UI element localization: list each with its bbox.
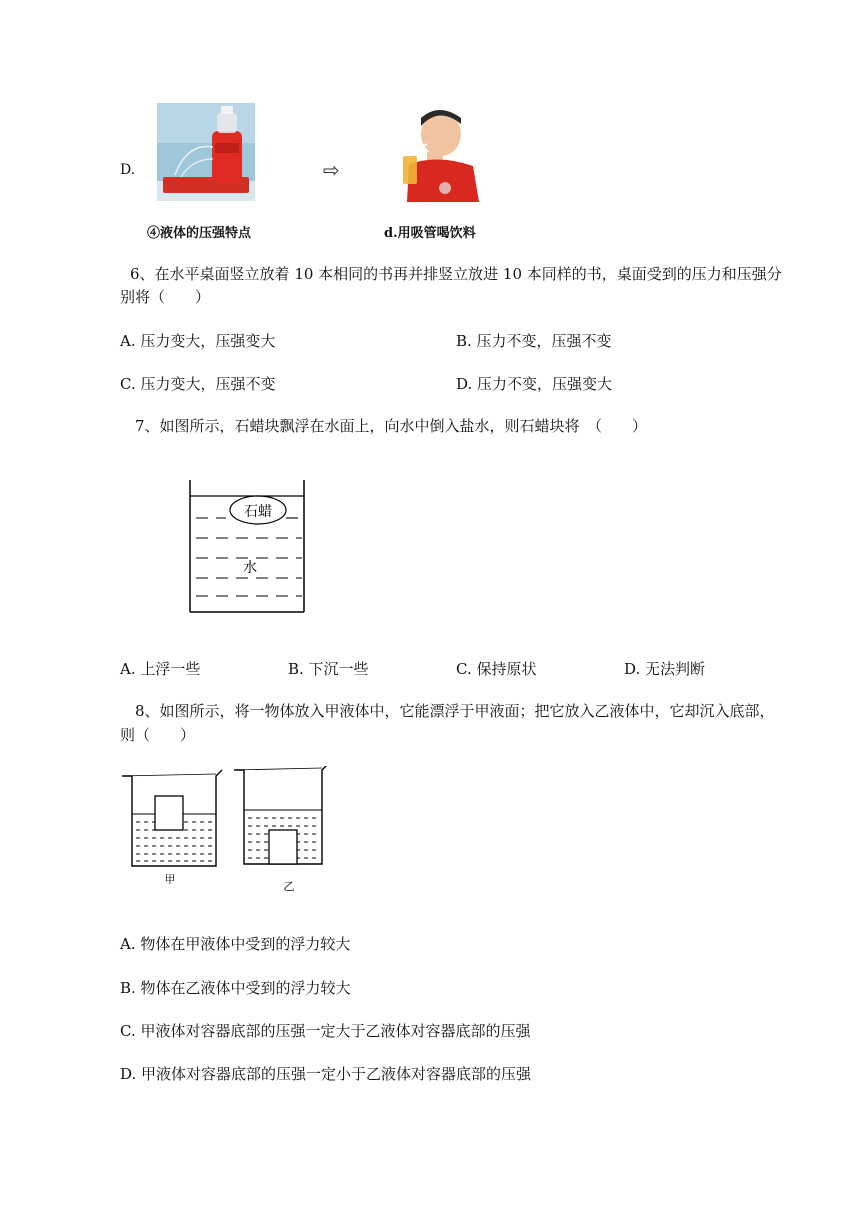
q6-option-b: B. 压力不变，压强不变 <box>456 332 612 350</box>
q8-stem-line1: 8、如图所示，将一物体放入甲液体中，它能漂浮于甲液面；把它放入乙液体中，它却沉入底部， <box>135 702 775 720</box>
q8-option-c: C. 甲液体对容器底部的压强一定大于乙液体对容器底部的压强 <box>120 1022 531 1040</box>
label-yi: 乙 <box>283 880 295 893</box>
q7-option-d: D. 无法判断 <box>624 660 706 678</box>
q6-option-d: D. 压力不变，压强变大 <box>456 375 613 393</box>
bottle-experiment-photo <box>157 103 255 201</box>
label-jia: 甲 <box>164 873 176 886</box>
q6-stem-line1: 6、在水平桌面竖立放着 10 本相同的书再并排竖立放进 10 本同样的书，桌面受到的压力和压强分 <box>130 265 782 283</box>
q7-option-b: B. 下沉一些 <box>288 660 369 678</box>
boy-drinking-photo <box>389 104 479 202</box>
q7-option-c: C. 保持原状 <box>456 660 537 678</box>
caption-left: ④液体的压强特点 <box>147 226 252 241</box>
caption-right: d.用吸管喝饮料 <box>384 226 476 241</box>
q7-option-a: A. 上浮一些 <box>120 660 201 678</box>
q6-option-c: C. 压力变大，压强不变 <box>120 375 276 393</box>
q7-beaker-figure <box>186 478 310 614</box>
wax-label: 石蜡 <box>244 504 272 520</box>
q8-option-d: D. 甲液体对容器底部的压强一定小于乙液体对容器底部的压强 <box>120 1065 532 1083</box>
water-label: 水 <box>243 560 257 576</box>
q5-option-d-label: D. <box>120 162 136 178</box>
q8-option-a: A. 物体在甲液体中受到的浮力较大 <box>120 935 351 953</box>
q7-stem: 7、如图所示，石蜡块飘浮在水面上，向水中倒入盐水，则石蜡块将 （ ） <box>135 417 648 435</box>
q8-option-b: B. 物体在乙液体中受到的浮力较大 <box>120 979 351 997</box>
q8-stem-line2: 则（ ） <box>120 726 196 744</box>
q6-option-a: A. 压力变大，压强变大 <box>120 332 276 350</box>
q6-stem-line2: 别将（ ） <box>120 288 211 306</box>
q8-beakers-figure <box>118 766 330 896</box>
right-arrow-icon: ⇨ <box>323 158 340 182</box>
